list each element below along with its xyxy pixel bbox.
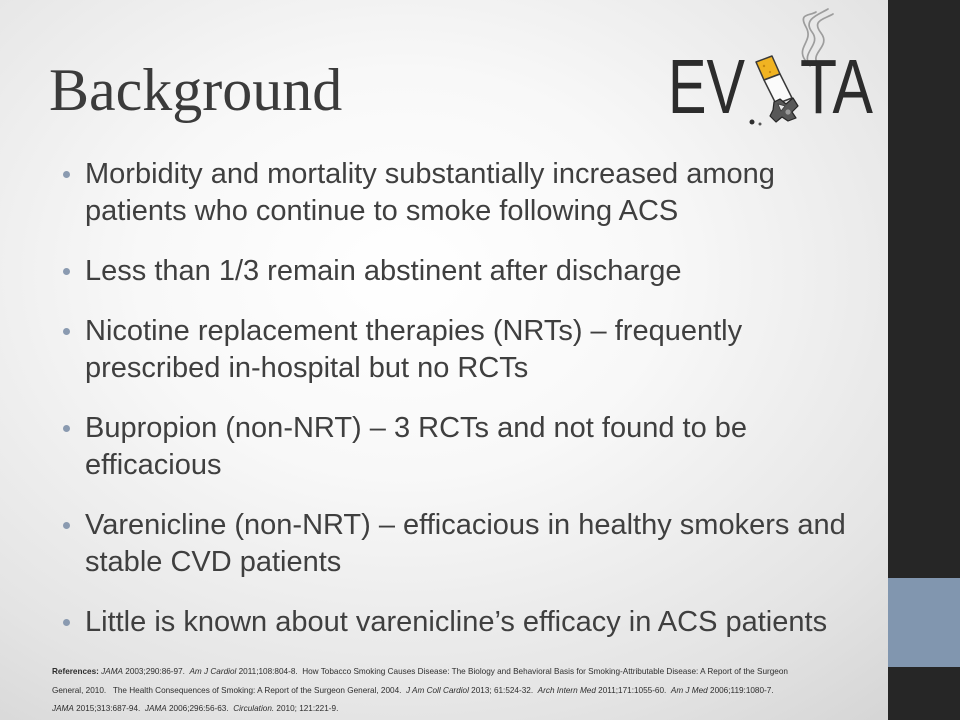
- bullet-list: [60, 156, 846, 664]
- bullet-item: [60, 410, 846, 484]
- journal-name: Circulation.: [233, 704, 275, 713]
- ash-fleck: [750, 120, 755, 125]
- bullet-dot-icon: [63, 268, 70, 275]
- bullet-text: Little is known about varenicline’s efficacy in ACS patients: [85, 606, 828, 638]
- reference-line: [52, 663, 788, 682]
- bullet-dot-icon: [63, 171, 70, 178]
- citation-text: 2013; 61:524-32.: [468, 685, 538, 695]
- filter-speckle: [769, 71, 771, 73]
- references: [52, 663, 788, 719]
- journal-name: J Am Coll Cardiol: [405, 685, 469, 695]
- journal-name: Am J Cardiol: [189, 667, 237, 676]
- logo-text-right: TA: [800, 44, 874, 130]
- bullet-item: [60, 604, 846, 641]
- logo-text-left: EV: [668, 44, 746, 130]
- slide-title: Background: [49, 57, 343, 123]
- cigarette-ash: [770, 98, 798, 122]
- filter-speckle: [763, 65, 765, 67]
- bullet-dot-icon: [63, 522, 70, 529]
- bullet-text: Morbidity and mortality substantially increased among: [85, 158, 775, 190]
- references-label: References:: [52, 667, 102, 676]
- bullet-text: efficacious: [85, 449, 222, 481]
- citation-text: 2006;119:1080-7.: [707, 685, 774, 695]
- citation-text: 2011;171:1055-60.: [595, 685, 671, 695]
- journal-name: JAMA: [144, 704, 167, 713]
- reference-line: [52, 682, 788, 701]
- bullet-text: prescribed in-hospital but no RCTs: [85, 352, 529, 384]
- journal-name: JAMA: [52, 704, 74, 713]
- side-accent-block: [888, 578, 960, 667]
- bullet-item: [60, 507, 846, 581]
- bullet-item: [60, 313, 846, 387]
- bullet-text: Varenicline (non-NRT) – efficacious in healthy smokers and: [85, 509, 846, 541]
- bullet-text: Bupropion (non-NRT) – 3 RCTs and not found to be: [85, 412, 748, 444]
- bullet-dot-icon: [63, 328, 70, 335]
- journal-name: Arch Intern Med: [537, 685, 596, 695]
- bullet-text: Less than 1/3 remain abstinent after discharge: [85, 255, 682, 287]
- citation-text: 2006;296:56-63.: [166, 704, 234, 713]
- bullet-dot-icon: [63, 425, 70, 432]
- citation-text: 2003;290:86-97.: [123, 667, 190, 676]
- citation-text: 2011;108:804-8. How Tobacco Smoking Causes Disease: The Biology and Behavioral Basis for Smoking-Attributable Disease: A Report of the Surgeon: [236, 667, 788, 676]
- reference-line: [52, 700, 788, 719]
- bullet-text: Nicotine replacement therapies (NRTs) – frequently: [85, 315, 743, 347]
- journal-name: Am J Med: [670, 685, 708, 695]
- journal-name: JAMA: [101, 667, 123, 676]
- bullet-dot-icon: [63, 619, 70, 626]
- citation-text: 2015;313:687-94.: [73, 704, 145, 713]
- bullet-item: [60, 253, 846, 290]
- ash-fleck: [759, 123, 762, 126]
- citation-text: General, 2010. The Health Consequences of Smoking: A Report of the Surgeon General, 2004.: [52, 685, 406, 695]
- bullet-text: stable CVD patients: [85, 546, 342, 578]
- citation-text: 2010; 121:221-9.: [274, 704, 339, 713]
- evita-logo: [660, 0, 885, 130]
- ash-fleck: [785, 109, 790, 114]
- bullet-text: patients who continue to smoke following ACS: [85, 195, 679, 227]
- bullet-item: [60, 156, 846, 230]
